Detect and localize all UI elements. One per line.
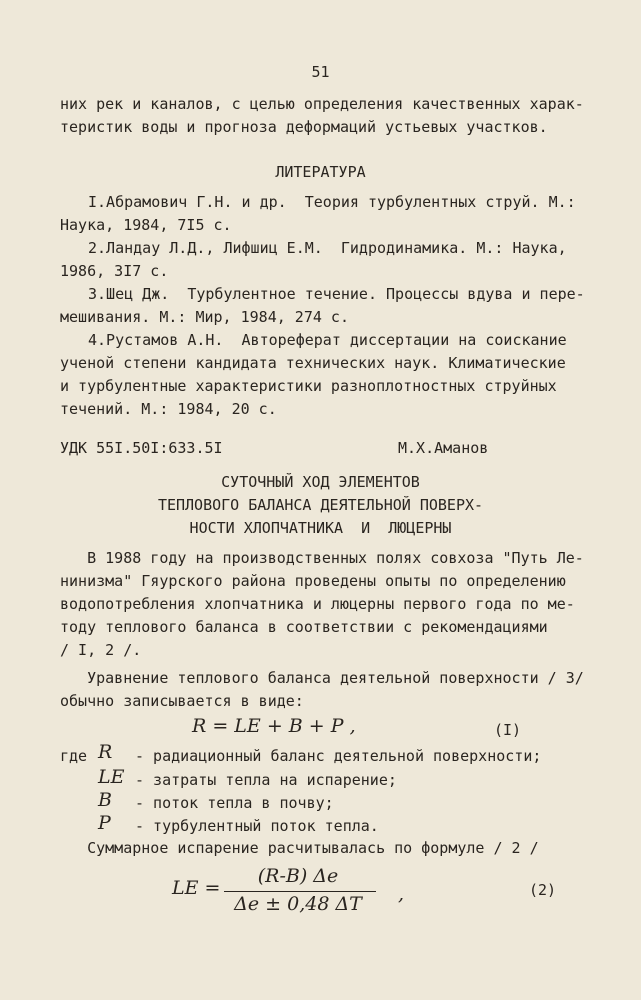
article-title-line: ТЕПЛОВОГО БАЛАНСА ДЕЯТЕЛЬНОЙ ПОВЕРХ- [157,496,484,514]
definition-text: - поток тепла в почву; [135,794,334,812]
reference-line: 2.Ландау Л.Д., Лифшиц Е.М. Гидродинамика. М.: Наука, [88,239,567,257]
definition-symbol: LE [98,766,125,788]
equation-2-denominator: Δe ± 0,48 ΔT [234,893,362,915]
definition-text: - радиационный баланс деятельной поверхности; [135,747,542,765]
reference-line: мешивания. М.: Мир, 1984, 274 с. [60,308,349,326]
fraction-bar [224,891,376,892]
reference-line: Наука, 1984, 7I5 с. [60,216,232,234]
paragraph-line: / I, 2 /. [60,641,142,659]
reference-line: 1986, 3I7 с. [60,262,169,280]
paragraph-line: нинизма" Гяурского района проведены опыты по определению [60,572,566,590]
equation-2-comma: , [398,883,405,905]
paragraph-line: В 1988 году на производственных полях совхоза "Путь Ле- [60,549,584,567]
paragraph-line: тоду теплового баланса в соответствии с рекомендациями [60,618,548,636]
definition-symbol: B [98,789,112,811]
equation-2-lhs: LE = [172,877,221,899]
paragraph-line: обычно записывается в виде: [60,692,304,710]
definition-text: - турбулентный поток тепла. [135,817,379,835]
definition-symbol: P [98,812,111,834]
reference-line: 3.Шец Дж. Турбулентное течение. Процессы вдува и пере- [88,285,585,303]
intro-line: них рек и каналов, с целью определения качественных харак- [60,95,584,113]
equation-1-number: (I) [494,721,522,739]
article-title-line: СУТОЧНЫЙ ХОД ЭЛЕМЕНТОВ [221,473,420,491]
paragraph-line: водопотребления хлопчатника и люцерны первого года по ме- [60,595,575,613]
references-heading: ЛИТЕРАТУРА [275,163,366,181]
reference-line: 4.Рустамов А.Н. Автореферат диссертации на соискание [88,331,567,349]
reference-line: ученой степени кандидата технических наук. Климатические [60,354,566,372]
definition-symbol: R [98,741,113,763]
paragraph-line: Уравнение теплового баланса деятельной поверхности / 3/ [60,669,584,687]
reference-line: I.Абрамович Г.Н. и др. Теория турбулентных струй. М.: [88,193,576,211]
equation-2-numerator: (R-B) Δe [257,865,339,887]
paragraph-line: Суммарное испарение расчитывалась по формуле / 2 / [60,839,539,857]
article-author: М.Х.Аманов [398,439,489,457]
udc-code: УДК 55I.50I:633.5I [60,439,223,457]
reference-line: и турбулентные характеристики разноплотностных струйных [60,377,557,395]
where-word: где [60,747,88,765]
equation-2-number: (2) [529,881,557,899]
page-number: 51 [311,63,330,81]
article-title-line: НОСТИ ХЛОПЧАТНИКА И ЛЮЦЕРНЫ [189,519,452,537]
intro-line: теристик воды и прогноза деформаций устьевых участков. [60,118,548,136]
equation-1-formula: R = LE + B + P , [192,715,356,737]
reference-line: течений. М.: 1984, 20 с. [60,400,277,418]
definition-text: - затраты тепла на испарение; [135,771,397,789]
